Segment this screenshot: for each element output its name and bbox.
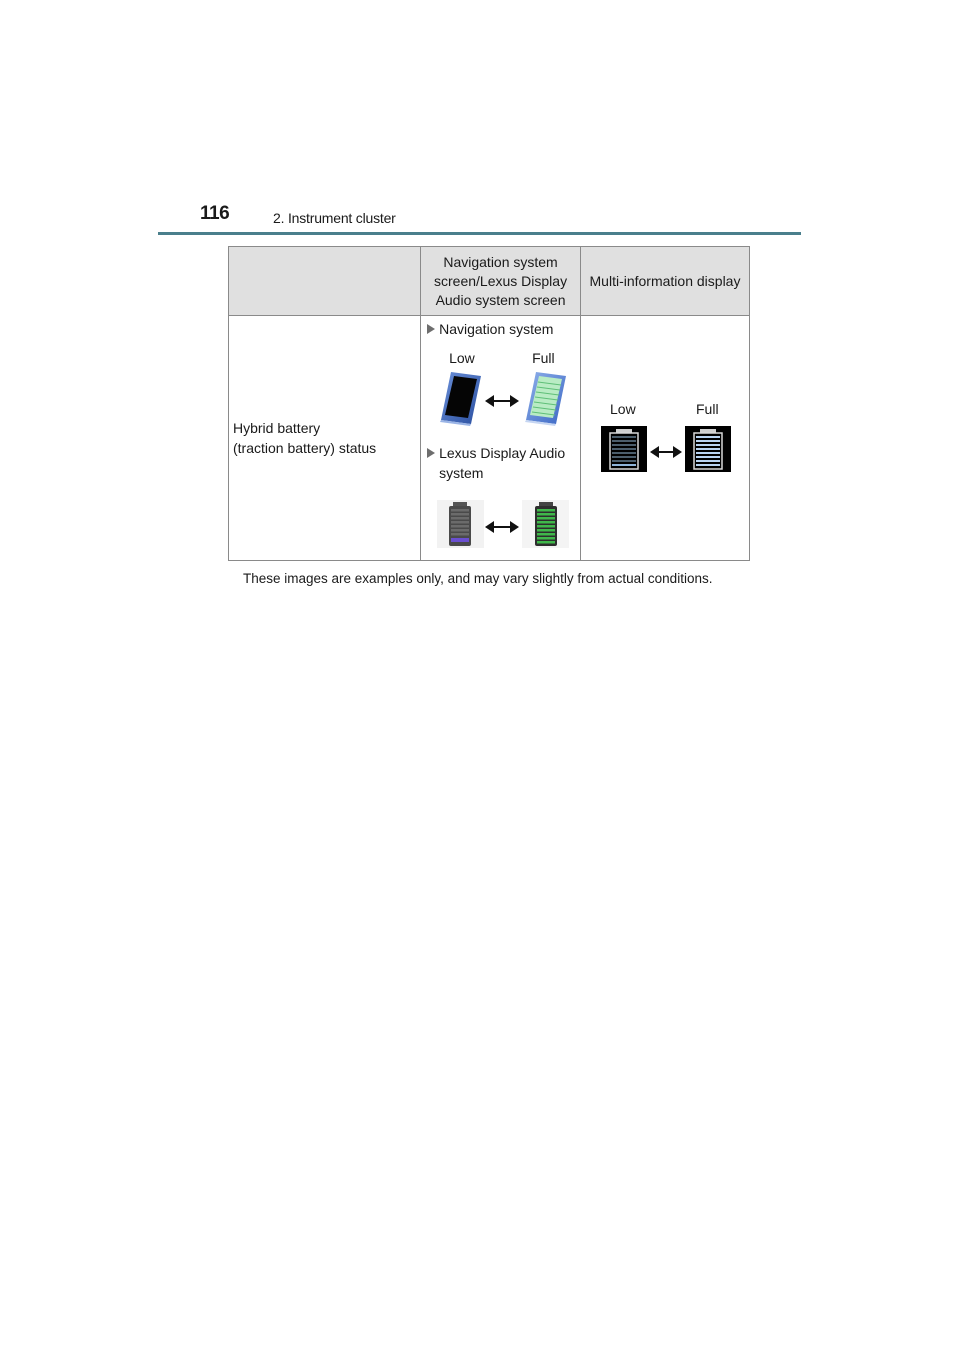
header-multi-info: Multi-information display: [581, 247, 750, 316]
battery-full-icon: [685, 426, 731, 475]
footnote: These images are examples only, and may vary slightly from actual conditions.: [243, 571, 713, 586]
triangle-right-icon: [427, 324, 435, 334]
double-arrow-icon: [485, 520, 519, 536]
lda-system-label: [427, 443, 565, 463]
section-title: 2. Instrument cluster: [273, 210, 396, 226]
triangle-right-icon: [427, 448, 435, 458]
nav-low-label: Low: [449, 350, 475, 366]
battery-full-icon: [522, 370, 568, 429]
header-empty: [229, 247, 421, 316]
header-nav-screen: Navigation system screen/Lexus Display Audio system screen: [421, 247, 581, 316]
row-label-line2: (traction battery) status: [233, 440, 377, 456]
lda-system-text-line1: Lexus Display Audio: [439, 445, 566, 461]
nav-system-text: Navigation system: [439, 321, 554, 337]
nav-screen-cell: [421, 316, 581, 561]
row-label-line1: Hybrid battery: [233, 420, 321, 436]
battery-status-table: [228, 246, 750, 561]
header-rule: [158, 232, 801, 235]
battery-low-icon: [601, 426, 647, 475]
multi-info-cell: [581, 316, 750, 561]
mid-low-label: Low: [610, 401, 636, 417]
table-header-row: [229, 247, 750, 316]
battery-full-icon: [522, 500, 569, 551]
double-arrow-icon: [650, 445, 682, 461]
battery-low-icon: [437, 500, 484, 551]
nav-full-label: Full: [532, 350, 555, 366]
double-arrow-icon: [485, 394, 519, 410]
lda-system-text-line2: system: [439, 465, 484, 481]
mid-full-label: Full: [696, 401, 719, 417]
nav-system-label: [427, 319, 553, 339]
table-row: [229, 316, 750, 561]
page-number: 116: [200, 203, 230, 224]
battery-low-icon: [437, 370, 483, 429]
row-label: [229, 316, 421, 561]
